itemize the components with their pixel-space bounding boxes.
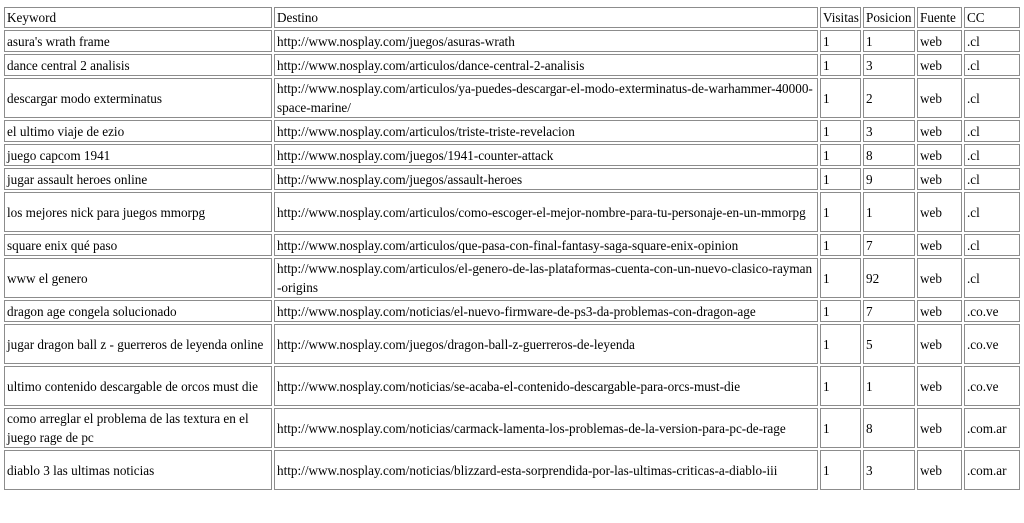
keyword-cell: jugar assault heroes online [4,168,272,190]
table-row [4,408,1020,448]
keyword-cell: juego capcom 1941 [4,144,272,166]
fuente-cell: web [917,234,962,256]
fuente-cell: web [917,144,962,166]
cc-cell: .cl [964,30,1020,52]
table-row [4,54,1020,76]
destino-cell: http://www.nosplay.com/juegos/1941-counter-attack [274,144,818,166]
visitas-cell: 1 [820,234,861,256]
cc-cell: .co.ve [964,324,1020,364]
fuente-cell: web [917,324,962,364]
visitas-cell: 1 [820,408,861,448]
header-keyword: Keyword [4,7,272,28]
header-destino: Destino [274,7,818,28]
header-fuente: Fuente [917,7,962,28]
destino-cell: http://www.nosplay.com/articulos/triste-triste-revelacion [274,120,818,142]
fuente-cell: web [917,192,962,232]
table-row [4,366,1020,406]
destino-cell: http://www.nosplay.com/juegos/dragon-ball-z-guerreros-de-leyenda [274,324,818,364]
destino-cell: http://www.nosplay.com/noticias/se-acaba-el-contenido-descargable-para-orcs-must-die [274,366,818,406]
cc-cell: .cl [964,144,1020,166]
fuente-cell: web [917,30,962,52]
keyword-cell: dance central 2 analisis [4,54,272,76]
header-cc: CC [964,7,1020,28]
destino-cell: http://www.nosplay.com/articulos/ya-puedes-descargar-el-modo-exterminatus-de-warhammer-40000-space-marine/ [274,78,818,118]
cc-cell: .cl [964,78,1020,118]
keyword-cell: asura's wrath frame [4,30,272,52]
cc-cell: .com.ar [964,408,1020,448]
destino-cell: http://www.nosplay.com/articulos/el-genero-de-las-plataformas-cuenta-con-un-nuevo-clasico-rayman-origins [274,258,818,298]
visitas-cell: 1 [820,120,861,142]
visitas-cell: 1 [820,192,861,232]
fuente-cell: web [917,258,962,298]
keyword-cell: ultimo contenido descargable de orcos must die [4,366,272,406]
cc-cell: .cl [964,54,1020,76]
header-row [4,7,1020,28]
table-row [4,168,1020,190]
table-row [4,30,1020,52]
destino-cell: http://www.nosplay.com/juegos/asuras-wrath [274,30,818,52]
table-row [4,120,1020,142]
destino-cell: http://www.nosplay.com/juegos/assault-heroes [274,168,818,190]
header-posicion: Posicion [863,7,915,28]
table-row [4,234,1020,256]
fuente-cell: web [917,408,962,448]
posicion-cell: 8 [863,144,915,166]
destino-cell: http://www.nosplay.com/articulos/como-escoger-el-mejor-nombre-para-tu-personaje-en-un-mmorpg [274,192,818,232]
cc-cell: .cl [964,258,1020,298]
fuente-cell: web [917,450,962,490]
posicion-cell: 3 [863,450,915,490]
header-visitas: Visitas [820,7,861,28]
fuente-cell: web [917,300,962,322]
visitas-cell: 1 [820,450,861,490]
visitas-cell: 1 [820,324,861,364]
visitas-cell: 1 [820,78,861,118]
visitas-cell: 1 [820,168,861,190]
keyword-cell: dragon age congela solucionado [4,300,272,322]
table-row [4,78,1020,118]
cc-cell: .cl [964,234,1020,256]
keyword-cell: www el genero [4,258,272,298]
destino-cell: http://www.nosplay.com/articulos/dance-central-2-analisis [274,54,818,76]
posicion-cell: 9 [863,168,915,190]
posicion-cell: 92 [863,258,915,298]
cc-cell: .co.ve [964,366,1020,406]
table-row [4,144,1020,166]
posicion-cell: 1 [863,366,915,406]
visitas-cell: 1 [820,258,861,298]
keyword-cell: el ultimo viaje de ezio [4,120,272,142]
cc-cell: .cl [964,120,1020,142]
fuente-cell: web [917,78,962,118]
posicion-cell: 7 [863,300,915,322]
fuente-cell: web [917,120,962,142]
visitas-cell: 1 [820,54,861,76]
visitas-cell: 1 [820,30,861,52]
posicion-cell: 3 [863,54,915,76]
posicion-cell: 7 [863,234,915,256]
posicion-cell: 5 [863,324,915,364]
keyword-cell: descargar modo exterminatus [4,78,272,118]
table-row [4,258,1020,298]
posicion-cell: 2 [863,78,915,118]
keyword-cell: como arreglar el problema de las textura en el juego rage de pc [4,408,272,448]
visitas-cell: 1 [820,144,861,166]
table-row [4,300,1020,322]
destino-cell: http://www.nosplay.com/articulos/que-pasa-con-final-fantasy-saga-square-enix-opinion [274,234,818,256]
posicion-cell: 8 [863,408,915,448]
cc-cell: .co.ve [964,300,1020,322]
fuente-cell: web [917,168,962,190]
destino-cell: http://www.nosplay.com/noticias/el-nuevo-firmware-de-ps3-da-problemas-con-dragon-age [274,300,818,322]
visitas-cell: 1 [820,366,861,406]
destino-cell: http://www.nosplay.com/noticias/blizzard-esta-sorprendida-por-las-ultimas-criticas-a-diablo-iii [274,450,818,490]
posicion-cell: 1 [863,30,915,52]
table-row [4,450,1020,490]
keyword-table [2,5,1022,492]
keyword-cell: square enix qué paso [4,234,272,256]
posicion-cell: 1 [863,192,915,232]
keyword-cell: diablo 3 las ultimas noticias [4,450,272,490]
visitas-cell: 1 [820,300,861,322]
table-row [4,192,1020,232]
cc-cell: .cl [964,192,1020,232]
fuente-cell: web [917,54,962,76]
keyword-cell: jugar dragon ball z - guerreros de leyenda online [4,324,272,364]
cc-cell: .cl [964,168,1020,190]
table-row [4,324,1020,364]
fuente-cell: web [917,366,962,406]
cc-cell: .com.ar [964,450,1020,490]
keyword-cell: los mejores nick para juegos mmorpg [4,192,272,232]
posicion-cell: 3 [863,120,915,142]
destino-cell: http://www.nosplay.com/noticias/carmack-lamenta-los-problemas-de-la-version-para-pc-de-rage [274,408,818,448]
